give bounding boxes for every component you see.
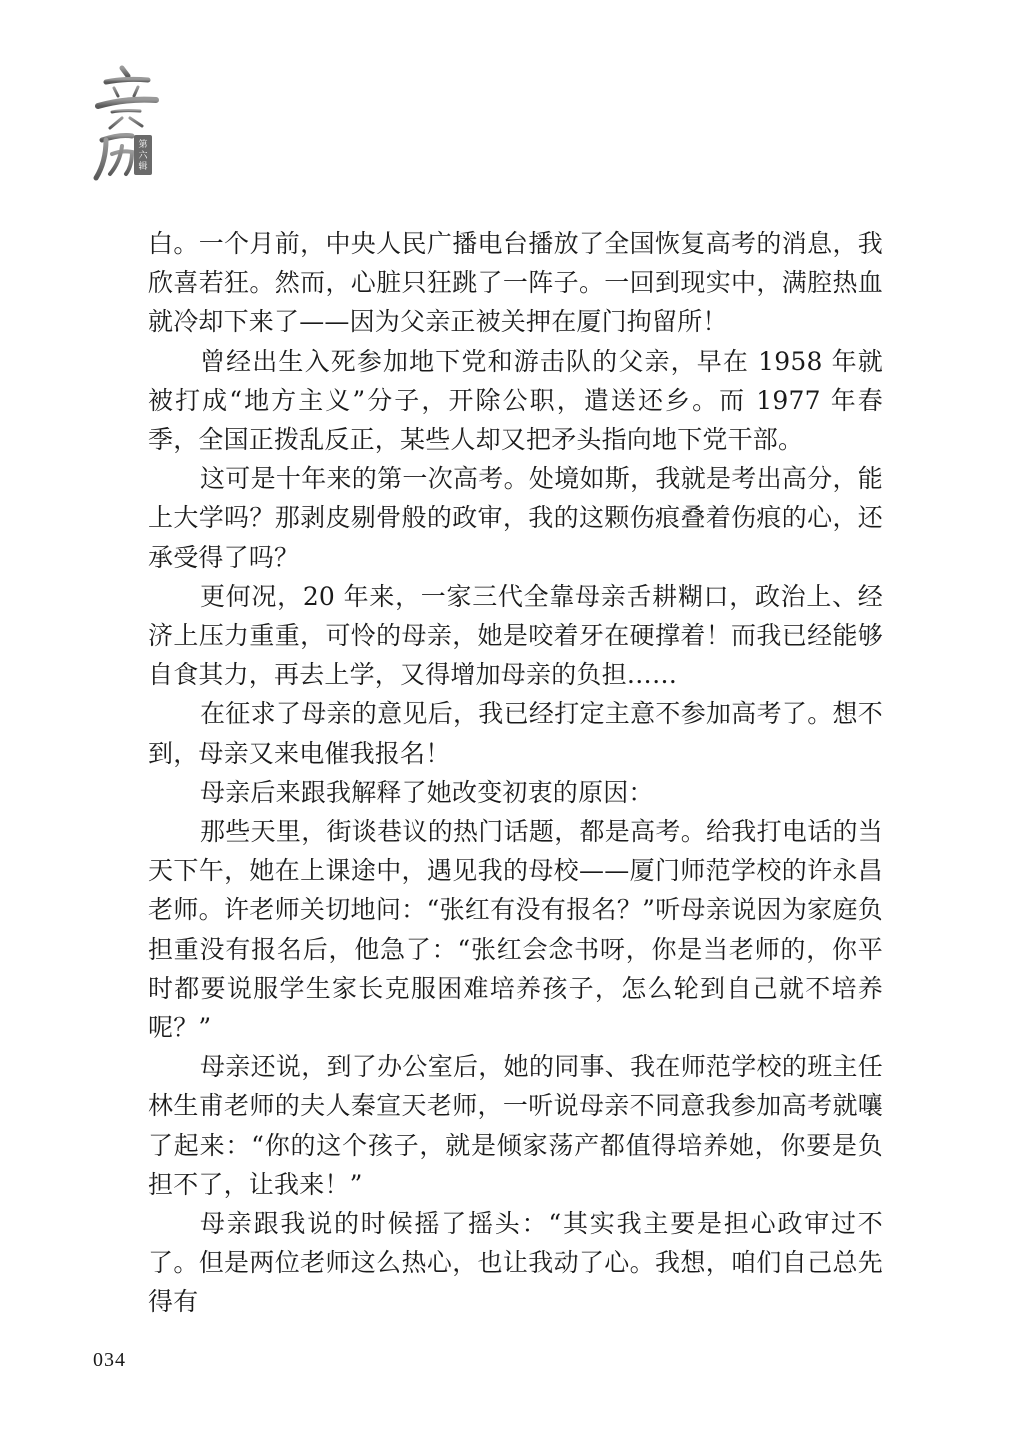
svg-text:六: 六: [138, 151, 148, 161]
paragraph-4: 更何况，20 年来，一家三代全靠母亲舌耕糊口，政治上、经济上压力重重，可怜的母亲，她是咬着牙在硬撑着！而我已经能够自食其力，再去上学，又得增加母亲的负担……: [148, 581, 883, 690]
page-number: 034: [93, 1349, 126, 1371]
paragraph-1: 白。一个月前，中央人民广播电台播放了全国恢复高考的消息，我欣喜若狂。然而，心脏只狂跳了一阵子。一回到现实中，满腔热血就冷却下来了——因为父亲正被关押在厦门拘留所！: [148, 229, 883, 337]
paragraph-8: 母亲还说，到了办公室后，她的同事、我在师范学校的班主任林生甫老师的夫人秦宣天老师，一听说母亲不同意我参加高考就嚷了起来：“你的这个孩子，就是倾家荡产都值得培养她，你要是负担不了，让我来！”: [148, 1052, 883, 1199]
book-logo: [92, 62, 162, 187]
paragraph-2: 曾经出生入死参加地下党和游击队的父亲，早在 1958 年就被打成“地方主义”分子，开除公职，遣送还乡。而 1977 年春季，全国正拨乱反正，某些人却又把矛头指向地下党干部。: [148, 346, 883, 455]
paragraph-9: 母亲跟我说的时候摇了摇头：“其实我主要是担心政审过不了。但是两位老师这么热心，也让我动了心。我想，咱们自己总先得有: [148, 1209, 883, 1317]
paragraph-7: 那些天里，街谈巷议的热门话题，都是高考。给我打电话的当天下午，她在上课途中，遇见我的母校——厦门师范学校的许永昌老师。许老师关切地问：“张红有没有报名？”听母亲说因为家庭负担重没有报名后，他急了：“张红会念书呀，你是当老师的，你平时都要说服学生家长克服困难培养孩子，怎么轮到自己就不培养呢？”: [148, 817, 883, 1043]
paragraph-6: 母亲后来跟我解释了她改变初衷的原因：: [200, 777, 654, 807]
logo-subtitle-glyph: 第: [138, 140, 148, 150]
body-text: [148, 224, 883, 1322]
svg-text:辑: 辑: [138, 162, 148, 172]
logo-calligraphy: [92, 62, 162, 187]
paragraph-3: 这可是十年来的第一次高考。处境如斯，我就是考出高分，能上大学吗？那剥皮剔骨般的政审，我的这颗伤痕叠着伤痕的心，还承受得了吗？: [148, 464, 883, 572]
paragraph-5: 在征求了母亲的意见后，我已经打定主意不参加高考了。想不到，母亲又来电催我报名！: [148, 699, 883, 768]
